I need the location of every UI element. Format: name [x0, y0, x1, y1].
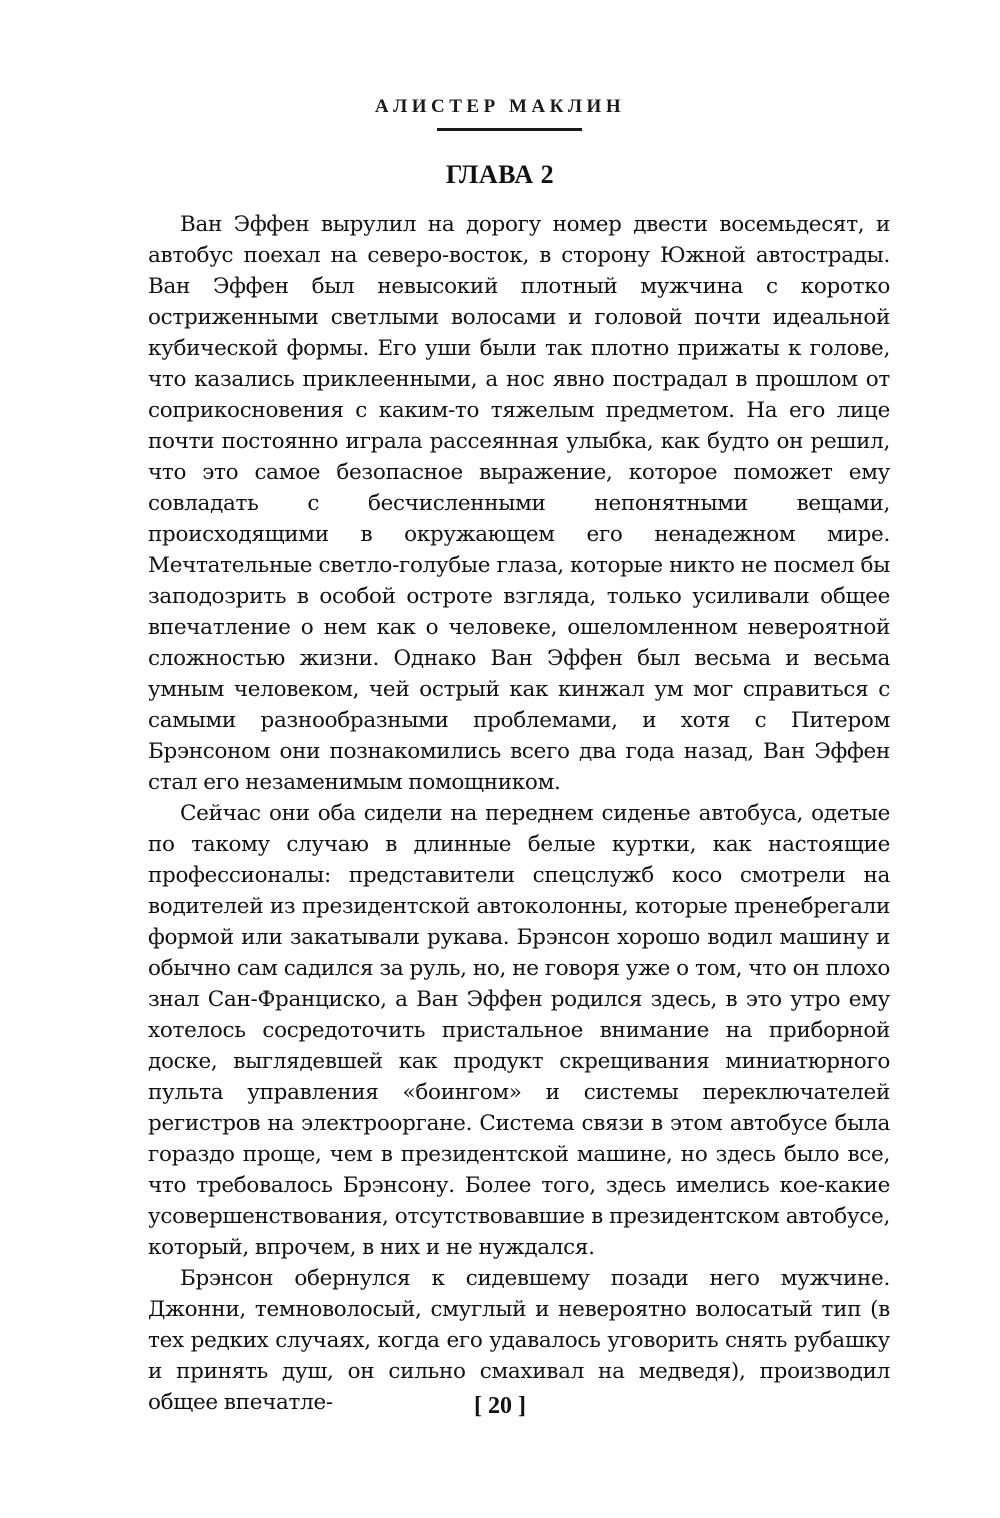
running-head: АЛИСТЕР МАКЛИН	[374, 96, 626, 117]
paragraph-3: Брэнсон обернулся к сидевшему позади него мужчине. Джонни, темноволосый, смуглый и невероятно волосатый тип (в тех редких случаях, когда его удавалось уговорить снять рубашку и принять душ, он сильно смахивал на медведя), производил общее впечатле-	[148, 1266, 890, 1415]
page-number: [ 20 ]	[474, 1393, 526, 1419]
chapter-title: ГЛАВА 2	[445, 160, 555, 189]
running-head-rule	[437, 128, 582, 131]
paragraph-2: Сейчас они оба сидели на переднем сиденье автобуса, одетые по такому случаю в длинные белые куртки, как настоящие профессионалы: представители спецслужб косо смотрели на водителей из президентской автоколонны, которые пренебрегали формой или закатывали рукава. Брэнсон хорошо водил машину и обычно сам садился за руль, но, не говоря уже о том, что он плохо знал Сан-Франциско, а Ван Эффен родился здесь, в это утро ему хотелось сосредоточить пристальное внимание на приборной доске, выглядевшей как продукт скрещивания миниатюрного пульта управления «боингом» и системы переключателей регистров на электрооргане. Система связи в этом автобусе была гораздо проще, чем в президентской машине, но здесь было все, что требовалось Брэнсону. Более того, здесь имелись кое-какие усовершенствования, отсутствовавшие в президентском автобусе, который, впрочем, в них и не нуждался.	[148, 801, 890, 1260]
body-text	[148, 209, 890, 1418]
paragraph-1: Ван Эффен вырулил на дорогу номер двести восемьдесят, и автобус поехал на северо-восток, в сторону Южной автострады. Ван Эффен был невысокий плотный мужчина с коротко остриженными светлыми волосами и головой почти идеальной кубической формы. Его уши были так плотно прижаты к голове, что казались приклеенными, а нос явно пострадал в прошлом от соприкосновения с каким-то тяжелым предметом. На его лице почти постоянно играла рассеянная улыбка, как будто он решил, что это самое безопасное выражение, которое поможет ему совладать с бесчисленными непонятными вещами, происходящими в окружающем его ненадежном мире. Мечтательные светло-голубые глаза, которые никто не посмел бы заподозрить в особой остроте взгляда, только усиливали общее впечатление о нем как о человеке, ошеломленном невероятной сложностью жизни. Однако Ван Эффен был весьма и весьма умным человеком, чей острый как кинжал ум мог справиться с самыми разнообразными проблемами, и хотя с Питером Брэнсоном они познакомились всего два года назад, Ван Эффен стал его незаменимым помощником.	[148, 212, 890, 795]
